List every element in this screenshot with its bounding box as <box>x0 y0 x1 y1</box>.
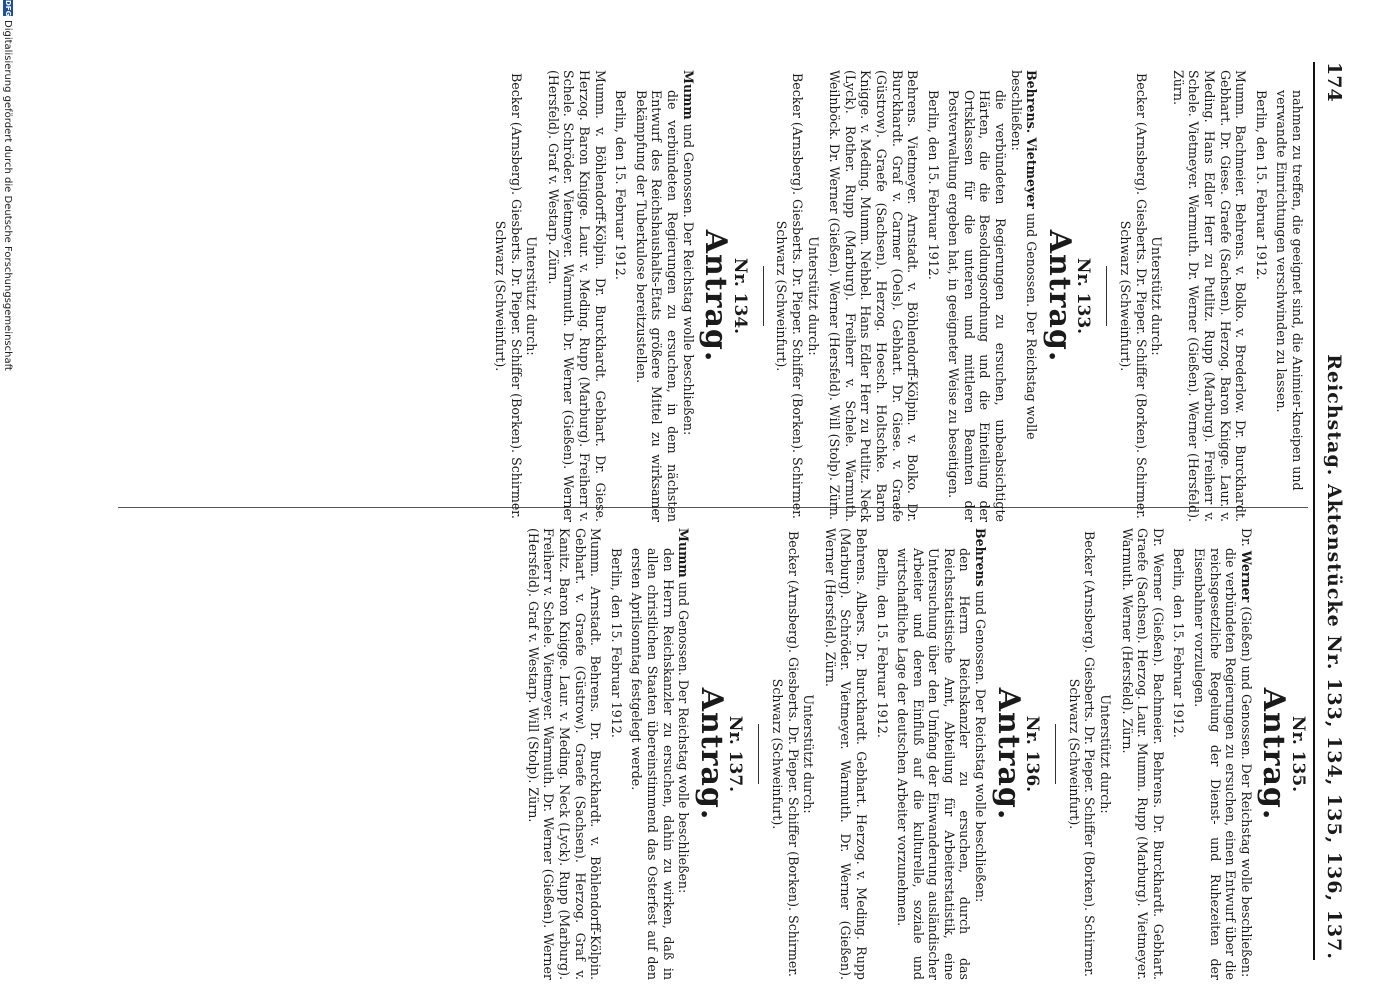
motion-lead-names: Behrens <box>973 528 989 587</box>
motion-body: den Herrn Reichskanzler zu ersuchen, dahin zu wirken, daß in allen christlichen Staaten übereinstimmend das Osterfest auf den ersten Aprilsonntag festgelegt werde. <box>629 548 676 980</box>
motion-lead <box>1008 70 1039 522</box>
left-column <box>492 70 1305 522</box>
intro-signatories: Mumm. Bachmeier. Behrens. v. Bolko. v. Brederlow. Dr. Burckhardt. Gebhart. Dr. Giese. Graefe (Sachsen). Herzog. Baron Knigge. Laur. v. Meding. Hans Edler Herr zu Putlitz. Rupp (Marburg). Freiherr v. Schele. Vietmeyer. Warmuth. Dr. Werner (Gießen). Werner (Hersfeld). Zürn. <box>1170 70 1249 522</box>
motion-137 <box>525 528 746 980</box>
section-rule <box>1106 266 1107 326</box>
support-label: Unterstützt durch: <box>524 236 540 356</box>
motion-title: Antrag. <box>1256 687 1292 821</box>
support-names: Becker (Arnsberg). Giesberts. Dr. Pieper. Schiffer (Borken). Schirmer. Schwarz (Schweinfurt). <box>774 73 805 519</box>
motion-lead-rest: und Genossen. Der Reichstag wolle beschließen: <box>680 119 696 436</box>
motion-lead-rest: (Gießen) und Genossen. Der Reichstag wolle beschließen: <box>1238 602 1254 978</box>
motion-signatories: Dr. Werner (Gießen). Bachmeier. Behrens. Dr. Burckhardt. Gebhart. Graefe (Sachsen). Herzog. Laur. Mumm. Rupp (Marburg). Vietmeyer. Warmuth. Werner (Hersfeld). Zürn. <box>1119 528 1166 980</box>
motion-date: Berlin, den 15. Februar 1912. <box>613 90 629 280</box>
motion-lead-rest: und Genossen. Der Reichstag wolle beschließen: <box>1008 70 1040 440</box>
motion-number: Nr. 137. <box>725 715 746 793</box>
motion-title: Antrag. <box>693 687 729 821</box>
intro-support-names: Becker (Arnsberg). Giesberts. Dr. Pieper. Schiffer (Borken). Schirmer. Schwarz (Schweinfurt). <box>1118 73 1149 519</box>
support-label: Unterstützt durch: <box>805 236 821 356</box>
motion-lead-rest: und Genossen. Der Reichstag wolle beschließen: <box>676 577 692 894</box>
motion-date: Berlin, den 15. Februar 1912. <box>925 90 941 280</box>
motion-signatories: Mumm. v. Böhlendorff-Kölpin. Dr. Burckhardt. Gebhart. Dr. Giese. Herzog. Baron Knigge. Laur. v. Meding. Rupp (Marburg). Freiherr v. Schele. Schröder. Vietmeyer. Warmuth. Dr. Werner (Gießen). Werner (Hersfeld). Graf v. Westarp. Zürn. <box>545 70 608 522</box>
motion-title: Antrag. <box>990 687 1026 821</box>
continuation-text: nahmen zu treffen, die geeignet sind, die Animier-kneipen und verwandte Einrichtungen verschwinden zu lassen. <box>1274 90 1305 491</box>
motion-number: Nr. 133. <box>1073 257 1094 335</box>
intro-date: Berlin, den 15. Februar 1912. <box>1253 90 1269 280</box>
support-names: Becker (Arnsberg). Giesberts. Dr. Pieper. Schiffer (Borken). Schirmer. Schwarz (Schweinfurt). <box>1066 531 1098 977</box>
funding-footer <box>1 0 15 1000</box>
motion-number: Nr. 134. <box>729 257 750 335</box>
motion-lead-names: Werner <box>1238 550 1254 603</box>
page-header <box>1313 62 1353 960</box>
motion-134 <box>492 70 750 522</box>
motion-lead-rest: und Genossen. Der Reichstag wolle beschließen: <box>973 586 989 903</box>
motion-date: Berlin, den 15. Februar 1912. <box>1171 548 1187 738</box>
motion-lead-names: Mumm <box>676 528 692 578</box>
motion-136 <box>758 528 1043 980</box>
motion-body: die verbündeten Regierungen zu ersuchen, einen Entwurf über die reichsgesetzliche Regelung der Dienst- und Ruhezeiten der Eisenbahner vorzulegen. <box>1192 548 1239 980</box>
motion-date: Berlin, den 15. Februar 1912. <box>608 548 624 738</box>
dfg-logo-icon: DFG <box>4 0 12 17</box>
support-label: Unterstützt durch: <box>801 694 817 814</box>
support-label: Unterstützt durch: <box>1098 694 1114 814</box>
motion-signatories: Mumm. Arnstadt. Behrens. Dr. Burckhardt. v. Böhlendorff-Kölpin. Gebhart. v. Graefe (Güstrow). Graefe (Sachsen). Herzog. Graf v. Kanitz. Baron Knigge. Laur. v. Meding. Neck (Lyck). Rupp (Marburg). Freiherr v. Schele. Vietmeyer. Warmuth. Dr. Werner (Gießen). Werner (Hersfeld). Graf v. Westarp. Will (Stolp). Zürn. <box>525 528 604 980</box>
motion-lead <box>680 70 696 522</box>
motion-lead <box>973 528 989 980</box>
motion-signatories: Behrens. Vietmeyer. Arnstadt. v. Böhlendorff-Kölpin. v. Bolko. Dr. Burckhardt. Graf v. Carmer (Oels). Gebhart. Dr. Giese. v. Graefe (Güstrow). Graefe (Sachsen). Herzog. Hoesch. Holtschke. Baron Knigge. v. Meding. Mumm. Nehbel. Hans Edler Herr zu Putlitz. Neck (Lyck). Rother. Rupp (Marburg). Freiherr v. Schele. Warmuth. Weilnböck. Dr. Werner (Gießen). Werner (Hersfeld). Will (Stolp). Zürn. <box>827 70 921 522</box>
motion-number: Nr. 136. <box>1022 715 1043 793</box>
support-names: Becker (Arnsberg). Giesberts. Dr. Pieper. Schiffer (Borken). Schirmer. Schwarz (Schweinfurt). <box>769 531 801 977</box>
section-rule <box>1055 724 1056 784</box>
footer-text: Digitalisierung gefördert durch die Deutsche Forschungsgemeinschaft <box>2 20 14 371</box>
motion-135 <box>1055 528 1308 980</box>
support-names: Becker (Arnsberg). Giesberts. Dr. Pieper. Schiffer (Borken). Schirmer. Schwarz (Schweinfurt). <box>493 73 524 519</box>
page-number: 174 <box>1323 62 1345 102</box>
motion-lead <box>1238 528 1254 980</box>
motion-lead-names: Behrens. Vietmeyer <box>1024 70 1040 209</box>
right-column <box>525 528 1308 980</box>
motion-title: Antrag. <box>698 229 734 363</box>
motion-body: die verbündeten Regierungen zu ersuchen, in dem nächsten Entwurf des Reichshaushalts-Etats größere Mittel zu wirksamer Bekämpfung der Tuberkulose bereitzustellen. <box>633 90 680 522</box>
section-rule <box>758 724 759 784</box>
motion-title: Antrag. <box>1041 229 1077 363</box>
motion-lead-prefix: Dr. <box>1238 528 1254 551</box>
section-rule <box>763 266 764 326</box>
motion-signatories: Behrens. Albers. Dr. Burckhardt. Gebhart. Herzog. v. Meding. Rupp (Marburg). Schröder. Vietmeyer. Warmuth. Dr. Werner (Gießen). Werner (Hersfeld). Zürn. <box>822 528 869 980</box>
motion-lead <box>676 528 692 980</box>
motion-lead-names: Mumm <box>680 70 696 120</box>
motion-number: Nr. 135. <box>1288 715 1308 793</box>
intro-support-label: Unterstützt durch: <box>1149 236 1165 356</box>
page-title: Reichstag. Aktenstücke Nr. 133, 134, 135, 136, 137. <box>1323 354 1345 960</box>
motion-date: Berlin, den 15. Februar 1912. <box>874 548 890 738</box>
motion-body: die verbündeten Regierungen zu ersuchen, unbeabsichtigte Härten, die die Besoldungsordnung und die Einteilung der Ortsklassen für die unteren und mittleren Beamten der Postverwaltung ergeben hat, in geeigneter Weise zu beseitigen. <box>946 90 1009 522</box>
motion-133 <box>763 70 1094 522</box>
motion-body: den Herrn Reichskanzler zu ersuchen, durch das Reichsstatistische Amt, Abteilung für Arbeiterstatistik, eine Untersuchung über den Umfang der Einwanderung ausländischer Arbeiter und deren Einfluß auf die kulturelle, soziale und wirtschaftliche Lage der deutschen Arbeiter vorzunehmen. <box>895 548 973 980</box>
